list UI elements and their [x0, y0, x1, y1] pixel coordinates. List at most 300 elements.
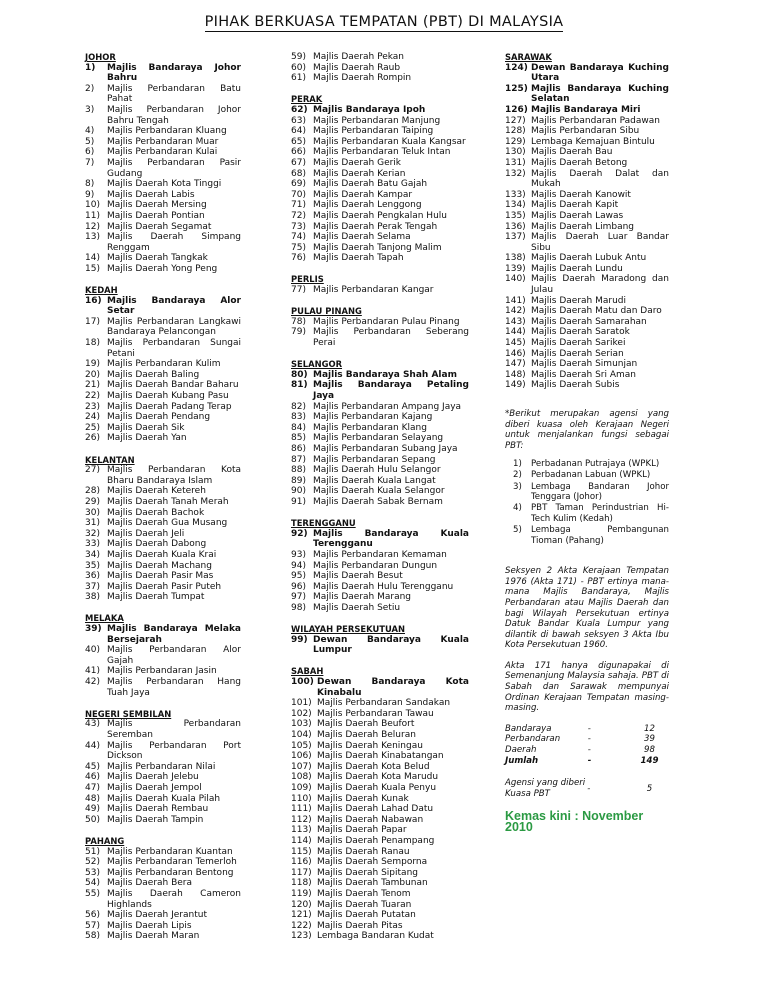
council-name: Majlis Daerah Sik [107, 422, 185, 433]
council-number: 13) [85, 232, 100, 243]
council-number: 23) [85, 401, 100, 412]
council-item [85, 211, 241, 222]
council-name: Dewan Bandaraya Kuala Lumpur [313, 634, 469, 656]
council-name: Majlis Daerah Lahad Datu [317, 804, 434, 815]
column-2 [291, 52, 469, 952]
stats-row [505, 724, 669, 735]
state-heading: SARAWAK [505, 52, 552, 62]
council-number: 136) [505, 221, 526, 232]
council-name: Majlis Daerah Lipis [107, 920, 192, 931]
council-item [291, 52, 469, 63]
council-item [291, 211, 469, 222]
council-item [85, 719, 241, 740]
state-heading: PERAK [291, 94, 323, 105]
council-number: 135) [505, 210, 526, 221]
council-item [85, 847, 241, 858]
council-number: 125) [505, 83, 528, 94]
council-number: 66) [291, 147, 306, 158]
council-number: 145) [505, 338, 526, 349]
council-item [291, 550, 469, 561]
council-number: 112) [291, 814, 312, 825]
council-item [291, 147, 469, 158]
council-item [291, 232, 469, 243]
council-name: Majlis Daerah Batu Gajah [313, 179, 428, 190]
council-name: Majlis Bandaraya Kuala Terengganu [313, 528, 469, 550]
council-number: 56) [85, 910, 100, 921]
council-number: 16) [85, 295, 102, 306]
council-item [85, 200, 241, 211]
council-item [85, 190, 241, 201]
council-number: 118) [291, 878, 312, 889]
council-name: Majlis Daerah Mersing [107, 200, 207, 211]
council-name: Majlis Daerah Nabawan [317, 814, 424, 825]
council-name: Majlis Daerah Kota Belud [317, 761, 430, 772]
council-number: 147) [505, 359, 526, 370]
council-number: 96) [291, 581, 306, 592]
council-item [85, 931, 241, 942]
council-number: 68) [291, 168, 306, 179]
council-number: 34) [85, 549, 100, 560]
council-number: 5) [85, 136, 95, 147]
council-number: 102) [291, 708, 312, 719]
council-item [291, 253, 469, 264]
state-section [291, 52, 469, 84]
column-3 [505, 52, 669, 833]
state-section [85, 613, 241, 698]
council-item [85, 666, 241, 677]
stats-value: 12 [644, 723, 655, 734]
council-name: Majlis Daerah Keningau [317, 740, 423, 751]
state-section [291, 94, 469, 264]
council-name: Majlis Perbandaran Alor Gajah [107, 645, 241, 666]
council-name: Majlis Daerah Tenom [317, 888, 411, 899]
council-name: Majlis Daerah Kampar [313, 189, 413, 200]
council-number: 54) [85, 878, 100, 889]
council-name: Majlis Daerah Bera [107, 878, 193, 889]
council-name: Majlis Daerah Luar Bandar Sibu [531, 232, 669, 253]
council-item [505, 147, 669, 158]
council-name: Majlis Perbandaran Kemaman [313, 549, 447, 560]
council-item [291, 592, 469, 603]
council-name: Majlis Daerah Pontian [107, 210, 205, 221]
council-item [505, 317, 669, 328]
council-number: 113) [291, 825, 312, 836]
council-item [291, 709, 469, 720]
council-item [85, 868, 241, 879]
council-number: 51) [85, 846, 100, 857]
council-number: 1) [85, 62, 96, 73]
council-name: Majlis Daerah Simunjan [531, 359, 638, 370]
stats-row [505, 756, 669, 767]
council-name: Lembaga Kemajuan Bintulu [531, 136, 655, 147]
council-item [291, 137, 469, 148]
council-item [85, 815, 241, 826]
council-name: Majlis Perbandaran Kulim [107, 359, 221, 370]
council-item [85, 179, 241, 190]
council-name: Majlis Daerah Tanah Merah [107, 496, 229, 507]
council-name: Majlis Daerah Padang Terap [107, 401, 232, 412]
council-item [85, 878, 241, 889]
council-name: Majlis Bandaraya Ipoh [313, 104, 426, 115]
council-number: 36) [85, 571, 100, 582]
council-name: Majlis Daerah Yan [107, 433, 187, 444]
council-number: 141) [505, 295, 526, 306]
stats-dash: - [587, 734, 591, 745]
council-name: Majlis Daerah Serian [531, 348, 624, 359]
council-name: Majlis Perbandaran Seremban [107, 719, 241, 740]
council-name: Majlis Perbandaran Hang Tuah Jaya [107, 677, 241, 698]
definition-text: Seksyen 2 Akta Kerajaan Tempatan 1976 (Akta 171) - PBT ertinya mana-mana Majlis Bandaraya, Majlis Perbandaran atau Majlis Daerah dan bagi Wilayah Persekutuan ertinya Datuk Bandar Kuala Lumpur yang dilantik di bawah seksyen 3 Akta Ibu Kota Persekutuan 1960. [505, 566, 669, 651]
council-item [291, 931, 469, 942]
council-number: 86) [291, 443, 306, 454]
council-name: Majlis Daerah Subis [531, 380, 620, 391]
agency-name: Perbadanan Labuan (WPKL) [531, 470, 651, 481]
council-item [85, 105, 241, 126]
council-number: 111) [291, 804, 312, 815]
council-item [505, 169, 669, 190]
council-name: Majlis Daerah Kota Marudu [317, 772, 439, 783]
council-name: Majlis Perbandaran Bentong [107, 867, 234, 878]
council-number: 8) [85, 179, 95, 190]
council-name: Majlis Perbandaran Sungai Petani [107, 338, 241, 359]
council-number: 31) [85, 518, 100, 529]
council-name: Majlis Daerah Lawas [531, 210, 624, 221]
state-section [291, 306, 469, 348]
council-name: Majlis Daerah Labis [107, 189, 195, 200]
council-item [291, 370, 469, 381]
council-item [291, 857, 469, 868]
page-title [0, 14, 768, 30]
council-name: Majlis Perbandaran Sepang [313, 454, 436, 465]
council-item [505, 232, 669, 253]
council-item [291, 868, 469, 879]
council-name: Majlis Perbandaran Muar [107, 136, 219, 147]
council-name: Majlis Daerah Kubang Pasu [107, 391, 229, 401]
council-number: 38) [85, 592, 100, 603]
council-item [85, 338, 241, 359]
stats-dash: - [587, 745, 591, 756]
council-number: 10) [85, 200, 100, 211]
agency-item [513, 482, 669, 503]
council-name: Majlis Daerah Papar [317, 825, 407, 836]
state-section [85, 52, 241, 274]
council-item [85, 465, 241, 486]
council-item [291, 698, 469, 709]
council-name: Majlis Perbandaran Kluang [107, 126, 227, 137]
council-name: Majlis Daerah Limbang [531, 221, 635, 232]
council-item [505, 158, 669, 169]
council-item [291, 486, 469, 497]
column-3-lists [505, 52, 669, 391]
stats-dash: - [587, 755, 592, 766]
state-heading: WILAYAH PERSEKUTUAN [291, 624, 405, 635]
council-item [505, 349, 669, 360]
council-number: 48) [85, 793, 100, 804]
council-number: 114) [291, 835, 312, 846]
council-item [291, 126, 469, 137]
council-number: 89) [291, 475, 306, 486]
council-name: Majlis Daerah Kota Tinggi [107, 179, 222, 190]
council-name: Majlis Daerah Bau [531, 147, 613, 158]
council-name: Lembaga Bandaran Kudat [317, 931, 434, 942]
council-name: Majlis Perbandaran Kota Bharu Bandaraya Islam [107, 465, 241, 486]
council-item [291, 476, 469, 487]
council-item [291, 412, 469, 423]
council-name: Majlis Daerah Marang [313, 592, 412, 603]
council-number: 57) [85, 920, 100, 931]
council-item [85, 402, 241, 413]
council-number: 67) [291, 157, 306, 168]
council-item [291, 63, 469, 74]
council-item [291, 423, 469, 434]
council-name: Majlis Perbandaran Pasir Gudang [107, 157, 241, 179]
council-number: 142) [505, 306, 526, 317]
council-name: Majlis Daerah Kuala Langat [313, 475, 436, 486]
council-number: 76) [291, 253, 306, 264]
council-number: 45) [85, 761, 100, 772]
council-name: Majlis Daerah Machang [107, 560, 212, 571]
council-item [85, 222, 241, 233]
council-item [291, 741, 469, 752]
council-number: 95) [291, 571, 306, 582]
council-number: 27) [85, 465, 100, 476]
council-number: 11) [85, 210, 100, 221]
council-item [85, 380, 241, 391]
council-number: 101) [291, 698, 312, 709]
council-name: Majlis Perbandaran Ampang Jaya [313, 401, 462, 412]
council-name: Majlis Perbandaran Kangar [313, 285, 434, 296]
council-item [85, 921, 241, 932]
council-number: 63) [291, 115, 306, 126]
council-number: 131) [505, 157, 526, 168]
council-name: Majlis Daerah Pekan [313, 52, 405, 62]
council-number: 77) [291, 285, 306, 296]
updated-note: Kemas kini : November 2010 [505, 809, 644, 834]
council-name: Majlis Daerah Hulu Terengganu [313, 581, 454, 592]
council-item [85, 804, 241, 815]
council-item [85, 412, 241, 423]
council-number: 75) [291, 242, 306, 253]
council-number: 49) [85, 804, 100, 815]
council-item [291, 402, 469, 413]
council-name: Majlis Perbandaran Tawau [317, 708, 434, 719]
council-number: 6) [85, 147, 95, 158]
state-section [85, 285, 241, 444]
state-section [291, 518, 469, 613]
council-name: Majlis Perbandaran Teluk Intan [313, 147, 451, 158]
council-item [291, 889, 469, 900]
council-number: 92) [291, 528, 308, 539]
council-item [291, 158, 469, 169]
council-item [291, 719, 469, 730]
council-item [291, 190, 469, 201]
council-number: 130) [505, 147, 526, 158]
council-name: Majlis Perbandaran Seberang Perai [313, 327, 469, 349]
council-number: 39) [85, 624, 102, 635]
council-number: 128) [505, 126, 526, 137]
council-name: Majlis Daerah Tuaran [317, 899, 412, 910]
council-number: 47) [85, 782, 100, 793]
council-item [85, 296, 241, 317]
stats-label: Bandaraya [505, 723, 552, 734]
council-name: Majlis Daerah Setiu [313, 602, 401, 613]
council-number: 2) [85, 83, 95, 94]
agency-count-table [505, 778, 669, 799]
state-heading: JOHOR [85, 52, 116, 62]
council-name: Majlis Perbandaran Manjung [313, 115, 441, 126]
council-number: 133) [505, 189, 526, 200]
council-item [85, 158, 241, 179]
council-name: Majlis Daerah Jerantut [107, 910, 207, 921]
council-number: 85) [291, 433, 306, 444]
council-item [291, 200, 469, 211]
council-item [505, 105, 669, 116]
state-heading: SELANGOR [291, 359, 343, 370]
council-number: 146) [505, 348, 526, 359]
agency-number: 3) [513, 481, 522, 492]
council-name: Majlis Daerah Bachok [107, 507, 205, 518]
council-number: 143) [505, 316, 526, 327]
council-name: Majlis Daerah Jempol [107, 782, 202, 793]
council-item [85, 571, 241, 582]
stats-value: 98 [644, 745, 655, 756]
council-number: 139) [505, 263, 526, 274]
council-item [291, 116, 469, 127]
council-item [505, 222, 669, 233]
council-number: 116) [291, 857, 312, 868]
council-name: Majlis Perbandaran Dungun [313, 560, 438, 571]
council-name: Majlis Daerah Beluran [317, 730, 416, 740]
council-number: 84) [291, 422, 306, 433]
council-item [291, 762, 469, 773]
council-name: Majlis Perbandaran Kajang [313, 412, 433, 423]
council-name: Majlis Daerah Semporna [317, 857, 428, 868]
council-number: 74) [291, 232, 306, 243]
state-section [505, 52, 669, 391]
state-section [85, 455, 241, 603]
council-item [85, 253, 241, 264]
council-name: Majlis Daerah Kinabatangan [317, 751, 444, 762]
council-name: Majlis Daerah Tambunan [317, 878, 428, 889]
state-heading: MELAKA [85, 613, 124, 624]
council-name: Majlis Bandaraya Kuching Selatan [531, 83, 669, 105]
council-item [505, 84, 669, 105]
council-item [291, 910, 469, 921]
council-number: 137) [505, 232, 526, 243]
stats-label: Jumlah [505, 755, 539, 766]
council-name: Majlis Bandaraya Miri [531, 104, 641, 115]
council-name: Majlis Daerah Matu dan Daro [531, 306, 662, 317]
council-name: Majlis Daerah Gerik [313, 157, 402, 168]
council-name: Majlis Perbandaran Temerloh [107, 857, 237, 868]
council-name: Majlis Daerah Pasir Mas [107, 571, 214, 582]
council-number: 52) [85, 857, 100, 868]
council-name: Majlis Perbandaran Batu Pahat [107, 83, 241, 105]
council-name: Majlis Perbandaran Johor Bahru Tengah [107, 104, 241, 126]
council-number: 134) [505, 200, 526, 211]
council-name: Majlis Daerah Pengkalan Hulu [313, 210, 447, 221]
council-name: Majlis Daerah Kuala Krai [107, 549, 217, 560]
agency-number: 2) [513, 470, 522, 481]
council-name: Majlis Daerah Penampang [317, 835, 435, 846]
council-item [291, 73, 469, 84]
council-number: 149) [505, 380, 526, 391]
council-number: 3) [85, 104, 95, 115]
council-name: Majlis Daerah Pasir Puteh [107, 581, 222, 592]
title-text: PIHAK BERKUASA TEMPATAN (PBT) DI MALAYSIA [204, 14, 564, 30]
council-number: 32) [85, 528, 100, 539]
council-number: 12) [85, 221, 100, 232]
council-item [291, 603, 469, 614]
council-item [291, 561, 469, 572]
council-item [85, 741, 241, 762]
council-name: Majlis Daerah Cameron Highlands [107, 888, 241, 910]
council-number: 121) [291, 910, 312, 921]
council-name: Majlis Daerah Dalat dan Mukah [531, 168, 669, 190]
council-item [85, 910, 241, 921]
council-number: 33) [85, 539, 100, 550]
agency-count-label: Agensi yang diberi Kuasa PBT [505, 778, 586, 799]
council-name: Majlis Daerah Kerian [313, 168, 406, 179]
council-item [85, 762, 241, 773]
council-name: Majlis Daerah Rembau [107, 804, 209, 815]
council-item [291, 751, 469, 762]
council-number: 53) [85, 867, 100, 878]
council-item [505, 264, 669, 275]
council-number: 62) [291, 104, 308, 115]
council-number: 138) [505, 253, 526, 264]
agency-number: 5) [513, 524, 522, 535]
council-item [505, 338, 669, 349]
council-item [291, 783, 469, 794]
council-item [505, 63, 669, 84]
council-item [85, 550, 241, 561]
council-name: Majlis Daerah Bandar Baharu [107, 380, 239, 391]
council-name: Majlis Bandaraya Alor Setar [107, 295, 241, 317]
council-item [85, 592, 241, 603]
council-number: 123) [291, 931, 312, 942]
council-number: 140) [505, 274, 526, 285]
council-name: Majlis Perbandaran Kuantan [107, 846, 233, 857]
state-section [291, 359, 469, 507]
council-item [85, 508, 241, 519]
agency-count-dash: - [587, 783, 591, 794]
council-item [85, 529, 241, 540]
council-number: 60) [291, 62, 306, 73]
agency-name: PBT Taman Perindustrian Hi-Tech Kulim (Kedah) [531, 503, 669, 524]
council-item [291, 317, 469, 328]
agency-name: Lembaga Bandaran Johor Tenggara (Johor) [531, 481, 669, 503]
council-item [505, 306, 669, 317]
council-number: 41) [85, 666, 100, 677]
council-number: 69) [291, 179, 306, 190]
council-item [291, 529, 469, 550]
council-item [291, 444, 469, 455]
council-item [505, 126, 669, 137]
council-number: 17) [85, 316, 100, 327]
council-item [85, 147, 241, 158]
council-item [85, 889, 241, 910]
council-name: Majlis Daerah Raub [313, 62, 401, 73]
council-item [85, 137, 241, 148]
council-item [291, 836, 469, 847]
stats-table [505, 724, 669, 766]
council-number: 99) [291, 634, 308, 645]
council-name: Majlis Daerah Maradong dan Julau [531, 274, 669, 296]
council-item [291, 433, 469, 444]
council-name: Majlis Daerah Maran [107, 931, 200, 942]
council-name: Majlis Bandaraya Petaling Jaya [313, 380, 469, 401]
